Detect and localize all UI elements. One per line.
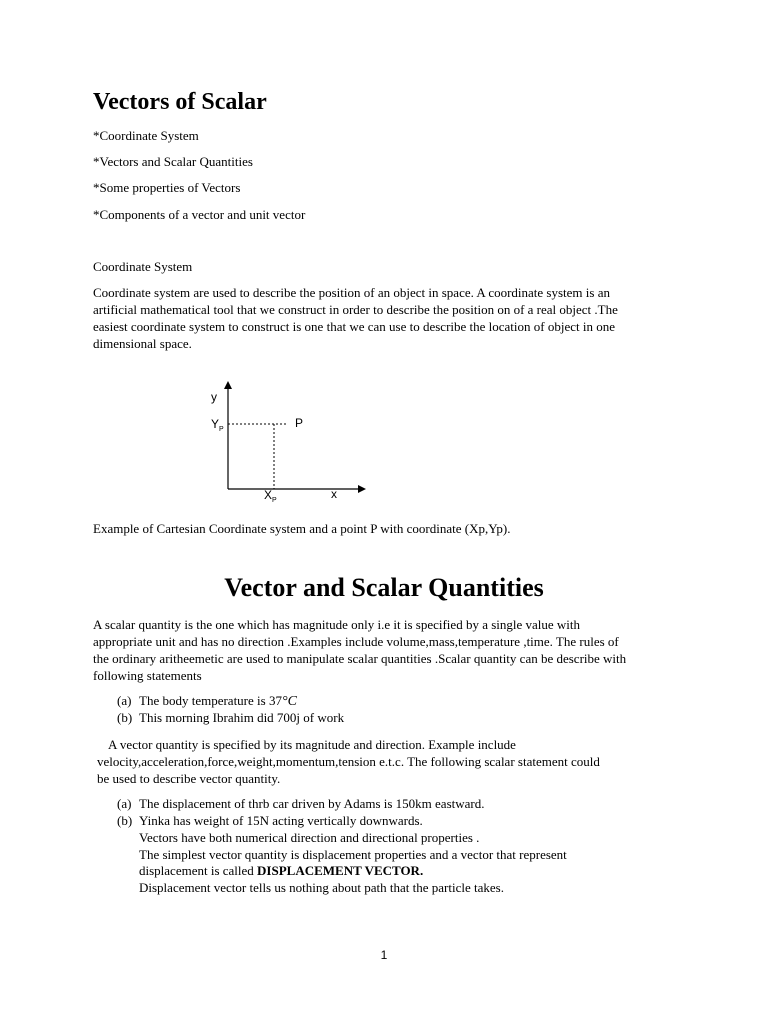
diagram-caption: Example of Cartesian Coordinate system and a point P with coordinate (Xp,Yp). [93,521,511,536]
indented-line: The simplest vector quantity is displacement properties and a vector that represent [139,847,567,862]
paragraph-line: appropriate unit and has no direction .Examples include volume,mass,temperature ,time. The rules of [93,634,619,649]
paragraph-line: Coordinate system are used to describe the position of an object in space. A coordinate system is an [93,285,610,300]
toc-item-coordinate-system: *Coordinate System [93,128,199,143]
cartesian-diagram [195,375,380,505]
x-axis-label: x [331,487,337,501]
toc-item-components: *Components of a vector and unit vector [93,207,306,222]
list-label: (a) [117,796,132,811]
list-item-text: The body temperature is 37 [139,693,282,708]
section-heading-coordinate-system: Coordinate System [93,259,193,274]
toc-item-properties: *Some properties of Vectors [93,180,241,195]
list-item-temperature [139,692,297,710]
yp-sub: P [219,426,224,433]
y-axis-label: y [211,390,217,404]
xp-main: X [264,488,273,502]
section-heading-vector-scalar: Vector and Scalar Quantities [224,573,544,602]
yp-label [211,417,224,433]
list-item-weight: Yinka has weight of 15N acting vertically downwards. [139,813,423,828]
yp-main: Y [211,417,220,431]
paragraph-line: dimensional space. [93,336,192,351]
x-axis-arrow [358,485,366,493]
page-number: 1 [380,948,388,962]
list-label: (b) [117,710,133,725]
y-axis-arrow [224,381,232,389]
paragraph-line: following statements [93,668,202,683]
indented-text: displacement is called [139,863,258,878]
scalar-paragraph [93,616,683,684]
indented-line: Displacement vector tells us nothing about path that the particle takes. [139,880,504,895]
paragraph-line: A scalar quantity is the one which has magnitude only i.e it is specified by a single value with [93,617,581,632]
page-title: Vectors of Scalar [93,89,267,115]
list-label: (b) [117,813,133,828]
vector-paragraph [93,736,683,787]
paragraph-line: easiest coordinate system to construct is one that we can use to describe the location of object in one [93,319,616,334]
toc-item-vectors-scalar: *Vectors and Scalar Quantities [93,154,253,169]
list-label: (a) [117,693,132,708]
list-item-displacement: The displacement of thrb car driven by Adams is 150km eastward. [139,796,485,811]
paragraph-line: the ordinary aritheemetic are used to manipulate scalar quantities .Scalar quantity can be describe with [93,651,627,666]
paragraph-line: artificial mathematical tool that we construct in order to describe the position on of a real object .The [93,302,618,317]
displacement-vector-term: DISPLACEMENT VECTOR. [257,863,424,878]
indented-line: Vectors have both numerical direction and directional properties . [139,830,480,845]
coordinate-paragraph [93,284,683,352]
paragraph-line: be used to describe vector quantity. [97,771,281,786]
xp-sub: P [272,497,277,504]
temperature-unit: °C [281,694,297,709]
indented-line [139,862,423,879]
paragraph-line: A vector quantity is specified by its magnitude and direction. Example include [108,737,516,752]
paragraph-line: velocity,acceleration,force,weight,momentum,tension e.t.c. The following scalar statement could [97,754,600,769]
list-item-work: This morning Ibrahim did 700j of work [139,710,345,725]
point-p-label: P [295,416,304,430]
xp-label [264,488,277,504]
